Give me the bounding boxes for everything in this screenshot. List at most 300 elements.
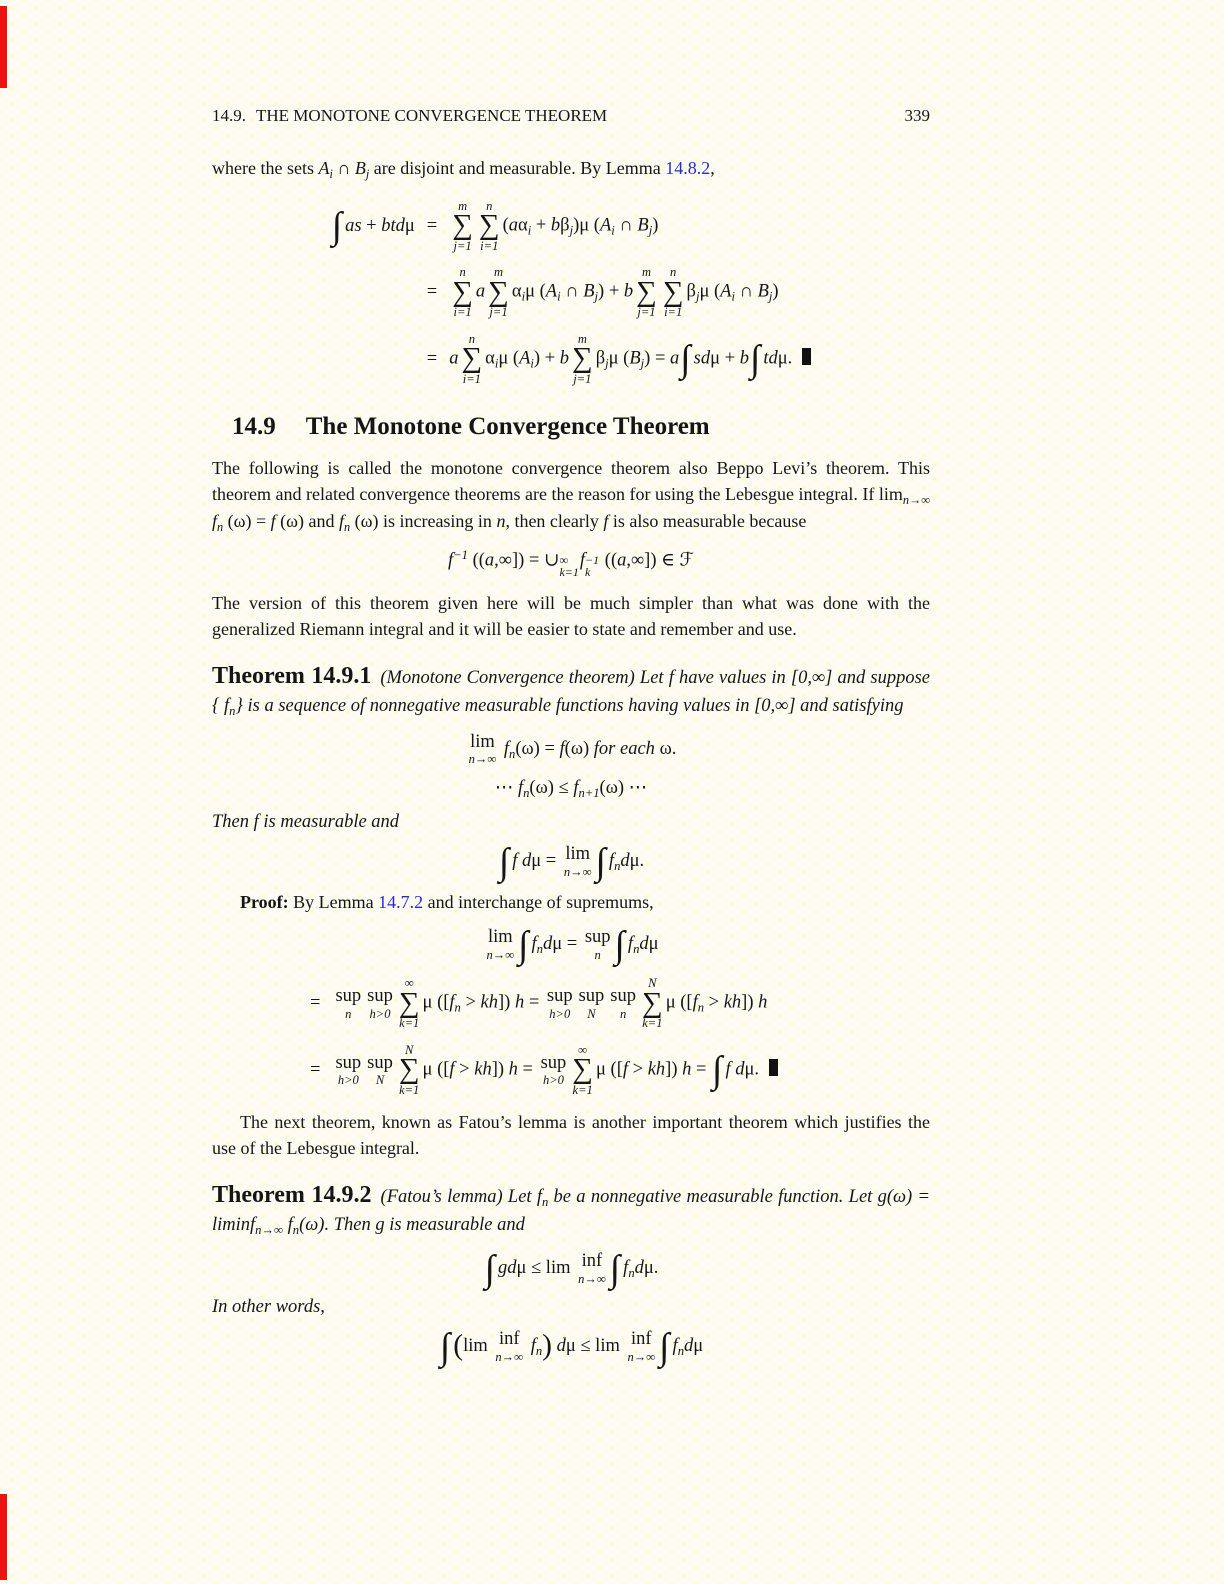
math-variable: b xyxy=(623,281,634,302)
math-text: μ ( xyxy=(525,281,546,302)
operator-name: inf xyxy=(581,1251,603,1272)
sum-lower-limit: j=1 xyxy=(573,371,592,386)
integral-sign: ∫ xyxy=(484,1247,495,1290)
sum-lower-limit: i=1 xyxy=(480,238,499,253)
operator-underscript: n xyxy=(594,947,601,962)
math-variable: a xyxy=(617,550,627,571)
equation-fatou-expanded xyxy=(212,1325,930,1368)
math-text: μ ≤ lim xyxy=(565,1336,625,1356)
math-variable: sd xyxy=(693,348,711,369)
sum-operator xyxy=(636,266,657,319)
math-text: (ω) is increasing in xyxy=(350,511,497,532)
math-variable: B xyxy=(637,215,649,236)
math-text: f xyxy=(283,1215,293,1236)
sigma-glyph: ∑ xyxy=(488,275,509,308)
sum-lower-limit: j=1 xyxy=(453,238,472,253)
math-variable: for each xyxy=(593,738,660,759)
bold-label: Proof: xyxy=(240,892,294,913)
math-text: ∩ xyxy=(734,281,758,302)
operator-underscript: N xyxy=(587,1006,596,1021)
equals-sign: = xyxy=(426,215,438,236)
math-text: = xyxy=(524,992,544,1013)
math-text: μ = xyxy=(531,851,561,872)
equation-rhs xyxy=(449,333,811,386)
math-text: ,∞]) = ∪ xyxy=(494,550,560,571)
equation-pointwise-limit xyxy=(212,733,930,766)
math-variable: f xyxy=(603,511,609,532)
math-text: α xyxy=(511,281,522,302)
math-variable: f xyxy=(672,1336,678,1356)
stack-superscript: −1 xyxy=(585,552,600,567)
subscript: n+1 xyxy=(578,785,600,800)
math-text: > xyxy=(454,1059,475,1080)
math-variable: f xyxy=(499,738,510,759)
math-variable: f xyxy=(526,1336,536,1356)
paragraph-following xyxy=(212,456,930,537)
math-text: ,∞]) ∈ ℱ xyxy=(626,550,694,571)
subscript: i xyxy=(521,289,526,304)
math-variable: kh xyxy=(647,1059,666,1080)
math-variable: f xyxy=(517,777,524,798)
operator-name: sup xyxy=(578,986,605,1007)
math-variable: a xyxy=(670,348,680,369)
math-variable: b xyxy=(559,348,570,369)
sum-operator xyxy=(572,333,593,386)
limit-operator xyxy=(610,987,636,1020)
running-header-left xyxy=(212,106,607,126)
sigma-glyph: ∑ xyxy=(478,209,500,242)
subscript: n xyxy=(697,1000,704,1015)
paragraph-next-theorem: The next theorem, known as Fatou’s lemma is another important theorem which justifies the use of the Lebesgue integral. xyxy=(212,1112,930,1159)
math-variable: h xyxy=(508,1059,518,1080)
math-text: (( xyxy=(600,550,618,571)
math-text: μ ([ xyxy=(422,992,450,1013)
sum-lower-limit: k=1 xyxy=(399,1082,420,1097)
math-text: ω. xyxy=(659,738,677,759)
math-text: (( xyxy=(467,550,485,571)
limit-operator xyxy=(578,1252,606,1285)
math-variable: f xyxy=(559,738,565,759)
math-text: μ ([ xyxy=(422,1059,450,1080)
subscript: i xyxy=(557,289,561,304)
subscript: n xyxy=(217,519,224,534)
integral-sign: ∫ xyxy=(659,1325,670,1368)
stack-subscript: k xyxy=(585,565,591,580)
paragraph-proof xyxy=(212,890,930,916)
math-text: μ ( xyxy=(498,348,520,369)
subscript: i xyxy=(494,356,499,371)
math-variable: kh xyxy=(723,992,742,1013)
math-text: By Lemma xyxy=(293,892,379,913)
math-text: β xyxy=(686,281,696,302)
sum-operator xyxy=(399,977,420,1030)
subscript: n xyxy=(535,1344,543,1359)
sum-upper-limit: n xyxy=(486,198,493,213)
theorem-14-9-1 xyxy=(212,659,930,721)
sigma-glyph: ∑ xyxy=(452,209,473,242)
subscript: j xyxy=(594,289,599,304)
red-edge-mark-top xyxy=(0,6,7,88)
math-text: are disjoint and measurable. By Lemma xyxy=(369,158,666,178)
math-variable: kh xyxy=(480,992,498,1013)
math-text: (ω) and xyxy=(275,511,339,532)
math-text: (Monotone Convergence theorem) Let f have values in [0,∞] and suppose { f xyxy=(212,667,930,716)
sum-upper-limit: N xyxy=(648,976,657,991)
math-variable: B xyxy=(583,281,595,302)
stack-superscript: ∞ xyxy=(559,552,569,567)
page-number: 339 xyxy=(904,106,930,125)
operator-name: sup xyxy=(367,1052,393,1073)
math-text: = xyxy=(691,1059,712,1080)
qed-symbol xyxy=(802,348,811,365)
subscript: j xyxy=(569,223,574,238)
math-variable: d xyxy=(542,934,553,955)
math-text: where the sets xyxy=(212,158,319,178)
math-text: ) + xyxy=(533,348,560,369)
equals-sign: = xyxy=(426,348,438,369)
math-variable: f xyxy=(627,934,634,955)
big-delimiter: ) xyxy=(542,1329,552,1362)
equals-sign: = xyxy=(310,993,321,1014)
equation-rhs xyxy=(332,1044,778,1097)
limit-operator xyxy=(547,987,573,1020)
math-text: ]) xyxy=(491,1059,509,1080)
math-variable: f xyxy=(449,992,455,1013)
math-text: )μ ( xyxy=(573,215,600,236)
operator-name: sup xyxy=(540,1052,567,1073)
math-text: is also measurable because xyxy=(608,511,807,532)
equation-lim-sup xyxy=(212,923,930,966)
subscript: n xyxy=(677,1344,684,1359)
integral-sign: ∫ xyxy=(614,923,625,966)
limit-operator xyxy=(564,845,592,878)
limit-operator xyxy=(495,1330,523,1363)
math-variable: b xyxy=(739,348,749,369)
math-variable: a xyxy=(484,550,495,571)
math-variable: f xyxy=(449,1059,455,1080)
section-heading xyxy=(232,411,930,444)
operator-name: sup xyxy=(335,986,362,1007)
sum-upper-limit: m xyxy=(494,265,504,280)
equation-block-supremums xyxy=(212,977,930,1096)
sum-operator xyxy=(488,266,509,319)
math-variable: A xyxy=(545,281,558,302)
subscript: j xyxy=(640,356,645,371)
math-text: and interchange of supremums, xyxy=(423,892,654,913)
integral-sign: ∫ xyxy=(712,1049,723,1092)
math-text: } is a sequence of nonnegative measurable functions having values in [0,∞] and satisfying xyxy=(235,695,904,716)
operator-name: lim xyxy=(470,731,495,752)
sum-operator xyxy=(452,266,473,319)
math-text: (ω) xyxy=(564,738,594,759)
sum-upper-limit: n xyxy=(459,265,466,280)
sum-lower-limit: k=1 xyxy=(572,1082,593,1097)
math-variable: b xyxy=(550,215,561,236)
operator-name: sup xyxy=(335,1052,362,1073)
equation-fatou xyxy=(212,1247,930,1290)
theorem-2-label: Theorem 14.9.2 xyxy=(212,1182,372,1209)
math-variable: h xyxy=(514,992,525,1013)
limit-operator xyxy=(335,1054,361,1087)
math-text: ]) xyxy=(498,992,515,1013)
big-delimiter: ( xyxy=(453,1329,464,1362)
subscript: i xyxy=(611,223,615,238)
paragraph-version: The version of this theorem given here will be much simpler than what was done with the generalized Riemann integral and it will be easier to state and remember and use. xyxy=(212,592,930,639)
sum-operator xyxy=(461,333,482,386)
operator-underscript: n xyxy=(345,1006,352,1021)
math-text: (ω) ≤ xyxy=(529,777,574,798)
math-text: + xyxy=(531,215,551,236)
math-variable: A xyxy=(318,158,330,178)
math-variable: f xyxy=(338,511,344,532)
line-then-measurable: Then f is measurable and xyxy=(212,812,400,833)
math-text: (ω). Then g is measurable and xyxy=(299,1215,525,1236)
math-text: + xyxy=(361,215,382,236)
math-text: μ ([ xyxy=(665,992,693,1013)
sum-upper-limit: m xyxy=(458,198,468,213)
math-variable: d xyxy=(551,1336,566,1356)
sum-lower-limit: j=1 xyxy=(637,305,656,320)
sigma-glyph: ∑ xyxy=(398,1053,420,1086)
integral-sign: ∫ xyxy=(331,205,343,248)
math-text: ) xyxy=(772,281,779,302)
theorem-14-9-2 xyxy=(212,1178,930,1240)
operator-underscript: N xyxy=(375,1073,385,1088)
math-text: > xyxy=(460,992,481,1013)
math-variable: A xyxy=(599,215,612,236)
subscript: j xyxy=(695,289,700,304)
sigma-glyph: ∑ xyxy=(662,275,684,308)
line-in-other-words: In other words, xyxy=(212,1297,325,1318)
subscript: n xyxy=(523,785,530,800)
limit-operator xyxy=(367,987,393,1020)
math-variable: f xyxy=(623,1258,629,1278)
sum-upper-limit: ∞ xyxy=(404,976,414,991)
math-variable: f xyxy=(448,550,454,571)
math-variable: f xyxy=(531,934,537,955)
math-variable: btd xyxy=(381,215,405,236)
math-text: β xyxy=(560,215,570,236)
operator-underscript: n→∞ xyxy=(468,752,497,767)
subscript: i xyxy=(731,289,735,304)
math-variable: f xyxy=(270,511,276,532)
sigma-glyph: ∑ xyxy=(636,275,657,308)
script-stack xyxy=(559,554,578,579)
math-text: (Fatou’s lemma) Let f xyxy=(380,1187,542,1208)
qed-symbol xyxy=(769,1059,778,1076)
math-text: α xyxy=(518,215,528,236)
subscript: j xyxy=(365,166,370,181)
math-text: = xyxy=(517,1059,538,1080)
subscript: j xyxy=(605,356,609,371)
math-text: (ω) = xyxy=(515,738,560,759)
section-title: The Monotone Convergence Theorem xyxy=(305,413,710,441)
math-text: μ. xyxy=(629,851,645,872)
equals-sign: = xyxy=(426,282,438,303)
math-variable: kh xyxy=(474,1059,492,1080)
operator-underscript: n→∞ xyxy=(627,1349,656,1364)
running-header-title: THE MONOTONE CONVERGENCE THEOREM xyxy=(256,106,608,125)
math-text: μ ≤ lim xyxy=(516,1258,576,1278)
math-text: ∩ xyxy=(332,158,355,178)
math-variable: f xyxy=(573,777,579,798)
subscript: j xyxy=(768,289,773,304)
operator-underscript: h>0 xyxy=(337,1073,359,1088)
operator-name: sup xyxy=(546,986,573,1007)
limit-operator xyxy=(486,928,514,961)
limit-operator xyxy=(585,928,611,961)
page-content xyxy=(212,106,930,1375)
limit-operator xyxy=(541,1054,567,1087)
subscript: n xyxy=(536,942,543,957)
operator-underscript: n→∞ xyxy=(495,1349,524,1364)
math-variable: d xyxy=(639,934,649,955)
running-header xyxy=(212,106,930,126)
sum-upper-limit: n xyxy=(468,331,475,346)
math-variable: f xyxy=(608,851,615,872)
math-text: μ. xyxy=(744,1059,759,1080)
subscript: i xyxy=(527,223,532,238)
math-variable: h xyxy=(682,1059,692,1080)
theorem-1-label: Theorem 14.9.1 xyxy=(212,662,372,689)
sum-operator xyxy=(399,1044,420,1097)
integral-sign: ∫ xyxy=(498,840,510,883)
math-variable: f d xyxy=(725,1059,745,1080)
subscript: n xyxy=(614,859,621,874)
math-variable: a xyxy=(449,348,459,369)
limit-operator xyxy=(627,1330,655,1363)
sum-operator xyxy=(479,200,500,253)
equation-rhs xyxy=(449,200,658,253)
superscript: −1 xyxy=(453,547,468,562)
integral-sign: ∫ xyxy=(680,337,691,380)
integral-sign: ∫ xyxy=(518,923,529,966)
sigma-glyph: ∑ xyxy=(642,986,663,1019)
operator-underscript: n→∞ xyxy=(563,864,592,879)
sum-lower-limit: i=1 xyxy=(664,305,683,320)
integral-sign: ∫ xyxy=(595,840,606,883)
math-text: ]) xyxy=(665,1059,683,1080)
math-variable: h xyxy=(758,992,768,1013)
operator-name: sup xyxy=(367,986,393,1007)
math-variable: f xyxy=(622,1059,628,1080)
sum-lower-limit: k=1 xyxy=(399,1016,420,1031)
operator-underscript: n→∞ xyxy=(486,947,515,962)
operator-name: sup xyxy=(584,927,611,948)
subscript: n xyxy=(292,1223,300,1238)
math-text: ∩ xyxy=(614,215,638,236)
math-text: The following is called the monotone convergence theorem also Beppo Levi’s theorem. This theorem and related convergence theorems are the reason for using the Lebesgue integral. If lim xyxy=(212,457,930,504)
subscript: n xyxy=(229,703,236,718)
sum-upper-limit: n xyxy=(670,265,677,280)
operator-underscript: n xyxy=(620,1006,627,1021)
stack-subscript: k=1 xyxy=(559,565,579,580)
subscript: n→∞ xyxy=(902,492,930,507)
math-text: ) + xyxy=(598,281,624,302)
sigma-glyph: ∑ xyxy=(461,342,483,375)
cross-ref-link[interactable]: 14.7.2 xyxy=(378,892,424,913)
math-text: ]) xyxy=(741,992,759,1013)
operator-underscript: h>0 xyxy=(549,1006,571,1021)
sum-upper-limit: m xyxy=(577,331,587,346)
math-variable: B xyxy=(354,158,366,178)
math-variable: n xyxy=(496,511,506,532)
subscript: n→∞ xyxy=(255,1223,284,1238)
math-text: α xyxy=(485,348,495,369)
sum-lower-limit: k=1 xyxy=(642,1016,663,1031)
equation-measurability xyxy=(212,549,930,579)
sum-lower-limit: i=1 xyxy=(453,305,472,320)
equation-rhs xyxy=(332,977,767,1030)
sigma-glyph: ∑ xyxy=(452,275,473,308)
integral-sign: ∫ xyxy=(439,1325,451,1368)
cross-ref-link[interactable]: 14.8.2 xyxy=(665,158,711,178)
math-text: μ = xyxy=(552,934,582,955)
math-text: > xyxy=(628,1059,648,1080)
math-variable: f d xyxy=(512,851,532,872)
math-text: ) = xyxy=(644,348,671,369)
sum-upper-limit: N xyxy=(405,1042,414,1057)
math-text: μ ([ xyxy=(595,1059,623,1080)
math-variable: f xyxy=(579,550,586,571)
math-text: (ω) = xyxy=(223,511,271,532)
subscript: n xyxy=(628,1266,635,1281)
subscript: n xyxy=(509,746,516,761)
math-text: ∩ xyxy=(560,281,584,302)
subscript: j xyxy=(648,223,653,238)
math-text: ⋯ xyxy=(494,777,518,798)
math-variable: d xyxy=(634,1258,644,1278)
subscript: i xyxy=(329,166,333,181)
integral-sign: ∫ xyxy=(609,1247,621,1290)
math-variable: gd xyxy=(497,1258,517,1278)
math-variable: a xyxy=(475,281,486,302)
math-variable: B xyxy=(757,281,769,302)
operator-underscript: h>0 xyxy=(369,1006,391,1021)
math-text: (ω) ⋯ xyxy=(599,777,648,798)
math-text: lim xyxy=(463,1336,493,1356)
equation-block-linearity xyxy=(212,200,930,386)
subscript: n xyxy=(454,1000,461,1015)
operator-underscript: n→∞ xyxy=(578,1271,606,1286)
math-variable: A xyxy=(720,281,732,302)
operator-name: lim xyxy=(487,927,513,948)
limit-operator xyxy=(335,987,361,1020)
math-variable: td xyxy=(763,348,778,369)
math-text: ) xyxy=(652,215,659,236)
operator-name: inf xyxy=(498,1329,520,1350)
sigma-glyph: ∑ xyxy=(572,1053,593,1086)
math-text: μ + xyxy=(710,348,740,369)
sigma-glyph: ∑ xyxy=(572,342,593,375)
math-text: μ xyxy=(693,1336,704,1356)
limit-operator xyxy=(367,1054,393,1087)
math-variable: d xyxy=(620,851,630,872)
math-variable: as xyxy=(345,215,362,236)
math-variable: a xyxy=(508,215,519,236)
sum-lower-limit: j=1 xyxy=(489,305,508,320)
sum-upper-limit: ∞ xyxy=(578,1042,588,1057)
math-text: μ xyxy=(648,934,659,955)
section-number: 14.9 xyxy=(232,413,276,441)
integral-sign: ∫ xyxy=(749,337,761,380)
math-text: be a nonnegative measurable function. Let g(ω) = liminf xyxy=(212,1187,930,1236)
math-text: ( xyxy=(502,215,509,236)
equation-lhs xyxy=(331,205,415,248)
sum-operator xyxy=(572,1044,593,1097)
math-text: , then clearly xyxy=(505,511,604,532)
math-text: β xyxy=(595,348,606,369)
